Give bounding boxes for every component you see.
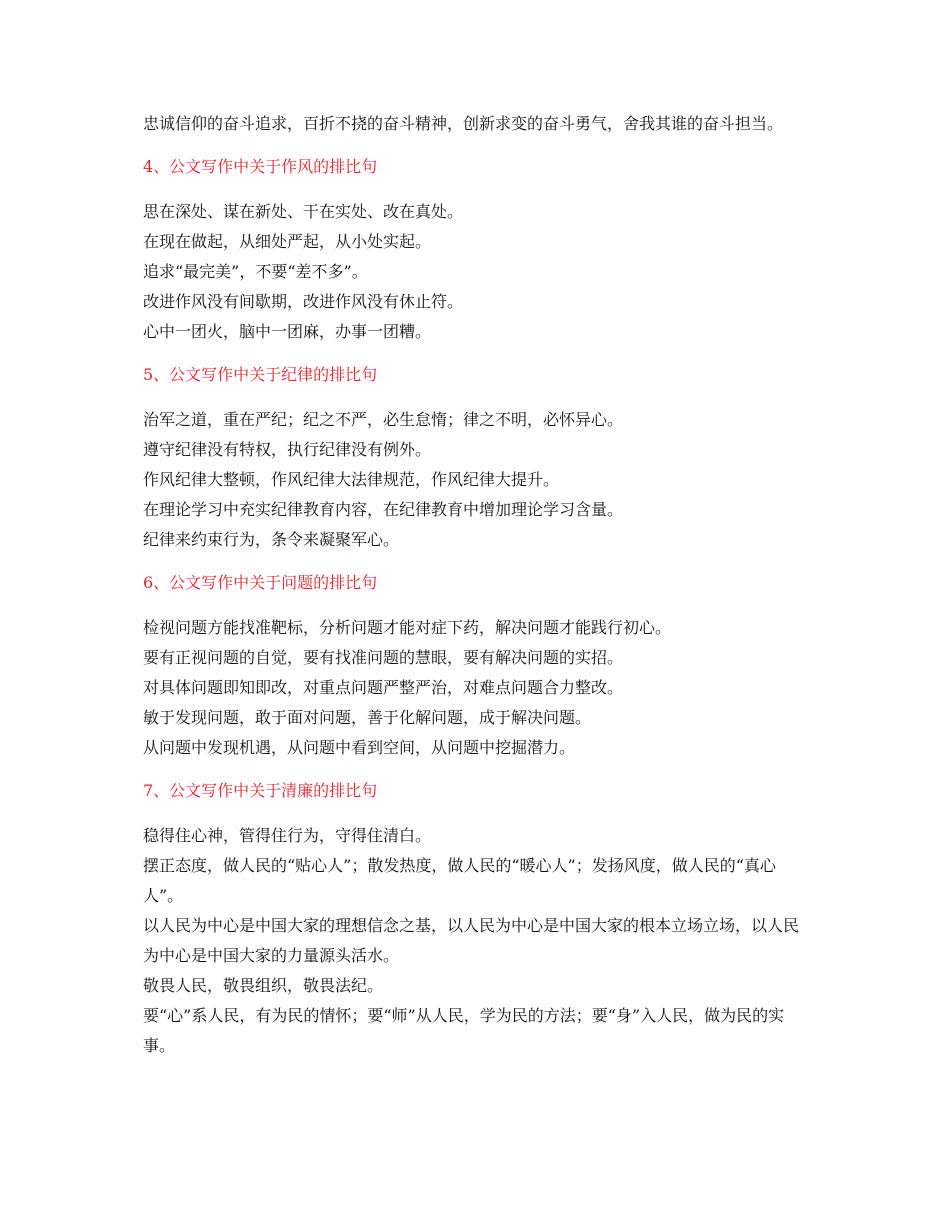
section-line: 作风纪律大整顿，作风纪律大法律规范，作风纪律大提升。 xyxy=(143,470,560,489)
section-line: 对具体问题即知即改，对重点问题严整严治，对难点问题合力整改。 xyxy=(143,678,624,697)
section-line: 要有正视问题的自觉，要有找准问题的慧眼，要有解决问题的实招。 xyxy=(143,648,624,667)
section-line: 思在深处、谋在新处、干在实处、改在真处。 xyxy=(143,202,464,221)
section-problems xyxy=(143,568,808,763)
document-page xyxy=(143,109,808,1061)
section-line: 摆正态度，做人民的“贴心人”；散发热度，做人民的“暖心人”；发扬风度，做人民的“真心人”。 xyxy=(143,856,776,905)
section-line: 检视问题方能找准靶标，分析问题才能对症下药，解决问题才能践行初心。 xyxy=(143,618,672,637)
section-heading: 4、公文写作中关于作风的排比句 xyxy=(143,157,378,176)
intro-paragraph: 忠诚信仰的奋斗追求，百折不挠的奋斗精神，创新求变的奋斗勇气，舍我其谁的奋斗担当。 xyxy=(143,114,784,133)
section-heading: 6、公文写作中关于问题的排比句 xyxy=(143,573,378,592)
section-line: 治军之道，重在严纪；纪之不严，必生怠惰；律之不明，必怀异心。 xyxy=(143,410,624,429)
section-line: 纪律来约束行为，条令来凝聚军心。 xyxy=(143,530,400,549)
section-line: 追求“最完美”，不要“差不多”。 xyxy=(143,262,368,281)
section-style xyxy=(143,152,808,347)
section-line: 敏于发现问题，敢于面对问题，善于化解问题，成于解决问题。 xyxy=(143,708,592,727)
section-line: 稳得住心神，管得住行为，守得住清白。 xyxy=(143,826,432,845)
section-line: 心中一团火，脑中一团麻，办事一团糟。 xyxy=(143,322,432,341)
section-line: 敬畏人民，敬畏组织，敬畏法纪。 xyxy=(143,976,384,995)
section-line: 从问题中发现机遇，从问题中看到空间，从问题中挖掘潜力。 xyxy=(143,738,576,757)
section-line: 改进作风没有间歇期，改进作风没有休止符。 xyxy=(143,292,464,311)
section-discipline xyxy=(143,360,808,555)
section-line: 遵守纪律没有特权，执行纪律没有例外。 xyxy=(143,440,432,459)
section-integrity xyxy=(143,776,808,1061)
section-line: 以人民为中心是中国大家的理想信念之基，以人民为中心是中国大家的根本立场立场，以人民为中心是中国大家的力量源头活水。 xyxy=(143,916,800,965)
section-line: 在理论学习中充实纪律教育内容，在纪律教育中增加理论学习含量。 xyxy=(143,500,624,519)
section-heading: 5、公文写作中关于纪律的排比句 xyxy=(143,365,378,384)
section-heading: 7、公文写作中关于清廉的排比句 xyxy=(143,781,378,800)
section-line: 在现在做起，从细处严起，从小处实起。 xyxy=(143,232,432,251)
section-line: 要“心”系人民，有为民的情怀；要“师”从人民，学为民的方法；要“身”入人民，做为民的实事。 xyxy=(143,1006,785,1055)
